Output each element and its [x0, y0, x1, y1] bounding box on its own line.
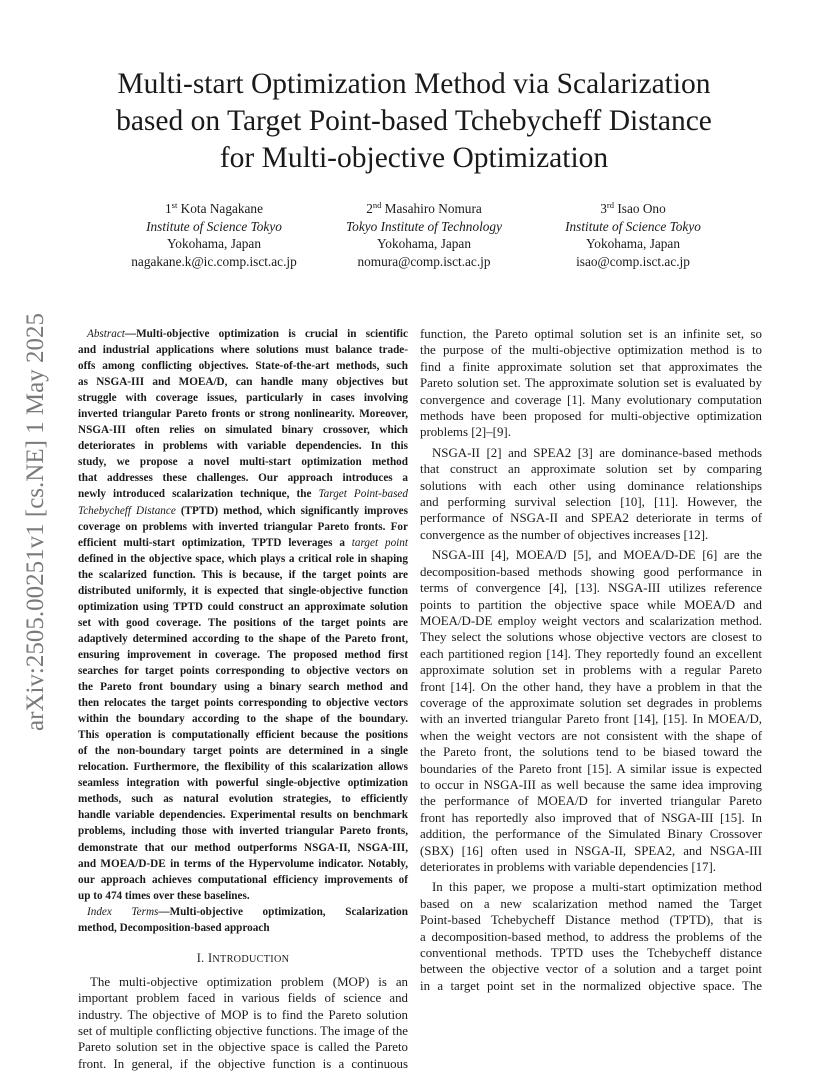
body-line: MOEA/D-DE employ weight vectors and scalarization method.: [420, 613, 762, 628]
title-line: Multi-start Optimization Method via Scalarization: [117, 68, 711, 100]
body-line: Point-based Tchebycheff Distance method (TPTD), that is: [420, 913, 762, 928]
body-line: industry. The objective of MOP is to find the Pareto solution: [78, 1007, 408, 1022]
body-line: and performing survival selection [10], [11]. However, the: [420, 495, 762, 510]
body-line: NSGA-II [2] and SPEA2 [3] are dominance-based methods: [432, 445, 762, 460]
abstract-line: struggle with coverage issues, particularly in cases involving: [78, 392, 408, 405]
abstract-line: efficient multi-start optimization, TPTD leverages a target point: [78, 536, 408, 549]
body-line: between the objective vector of a solution and a target point: [420, 962, 762, 977]
title-line: based on Target Point-based Tchebycheff Distance: [116, 105, 712, 137]
abstract-line: methods, such as natural evolution strategies, to efficiently: [78, 793, 408, 806]
body-line: the performance of MOEA/D for inverted triangular Pareto: [420, 794, 762, 809]
abstract-line: NSGA-III often relies on simulated binary crossover, which: [78, 424, 408, 437]
body-line: front [14]. On the other hand, they have a problem in that the: [420, 679, 762, 694]
abstract-line: within the boundary according to the shape of the boundary.: [78, 713, 408, 726]
abstract-label: Abstract: [87, 328, 125, 340]
author-email: isao@comp.isct.ac.jp: [576, 253, 690, 269]
paragraph: [420, 547, 762, 875]
abstract-line: deteriorates in problems with variable dependencies. In this: [78, 440, 408, 453]
body-line: convergence as the number of objectives increases [12].: [420, 527, 709, 542]
abstract-line: defined in the objective space, which plays a critical role in shaping: [78, 552, 408, 565]
author-location: Yokohama, Japan: [167, 236, 261, 251]
body-line: function, the Pareto optimal solution set is an infinite set, so: [420, 327, 762, 341]
body-line: Pareto solution set. The approximate solution set is evaluated by: [420, 376, 762, 391]
body-line: a decomposition-based method, to address the problems of the: [420, 929, 762, 944]
abstract-line: and MOEA/D-DE in terms of the Hypervolume indicator. Notably,: [78, 857, 408, 870]
abstract-line: set with good coverage. The positions of the target points are: [78, 616, 408, 629]
body-line: problems [2]–[9].: [420, 425, 511, 440]
body-line: methods have been proposed for multi-objective optimization: [420, 409, 762, 424]
body-line: The multi-objective optimization problem (MOP) is an: [90, 974, 408, 989]
paragraph: [420, 445, 762, 543]
abstract-line: our approach achieves computational efficiency improvements of: [78, 873, 408, 886]
abstract-line: relocation. Furthermore, the flexibility of this scalarization allows: [78, 761, 408, 774]
abstract-line: then relocates the target points corresponding to objective vectors: [78, 697, 408, 710]
arxiv-identifier: arXiv:2505.00251v1 [cs.NE] 1 May 2025: [22, 313, 49, 731]
paragraph: [420, 879, 762, 994]
abstract-line: of the non-boundary target points are determined in a single: [78, 745, 408, 758]
body-line: terms of convergence [4], [13]. NSGA-III utilizes reference: [420, 581, 762, 596]
body-line: important problem faced in various fields of science and: [78, 991, 408, 1006]
author-block-2: [304, 200, 544, 270]
body-line: points to partition the objective space while MOEA/D and: [420, 597, 762, 612]
abstract-line: that addresses these challenges. Our approach introduces a: [78, 472, 408, 485]
author-name: 2nd Masahiro Nomura: [366, 200, 482, 216]
body-line: solutions with each other using dominance relationships: [420, 478, 762, 493]
author-location: Yokohama, Japan: [586, 236, 680, 251]
body-line: based on a new scalarization method named the Target: [420, 896, 762, 911]
abstract-line: and industrial applications where solutions must balance trade-: [78, 344, 408, 357]
body-line: boundaries of the Pareto front [15]. A similar issue is expected: [420, 761, 762, 776]
abstract-line: ensuring improvement in coverage. The proposed method first: [78, 648, 408, 661]
body-line: find a finite approximate solution set that approximates the: [420, 359, 762, 374]
abstract-line: study, we propose a novel multi-start optimization method: [78, 456, 408, 469]
body-line: decomposition-based methods showing good performance in: [420, 564, 762, 579]
author-affiliation: Institute of Science Tokyo: [146, 218, 282, 234]
paper-title: [60, 66, 768, 177]
arxiv-side-label: [14, 282, 58, 762]
abstract-line: coverage on problems with inverted triangular Pareto fronts. For: [78, 520, 408, 533]
body-line: the purpose of the multi-objective optimization method is to: [420, 343, 762, 358]
abstract-line: offs among conflicting objectives. State-of-the-art methods, such: [78, 360, 408, 373]
body-line: each partitioned region [14]. They reportedly found an excellent: [420, 646, 762, 661]
abstract-line: searches for target points corresponding to objective vectors on: [78, 664, 408, 677]
abstract-line: seamless integration with powerful single-objective optimization: [78, 777, 408, 790]
abstract: [78, 326, 408, 936]
abstract-line: Abstract—Multi-objective optimization is crucial in scientific: [87, 328, 408, 340]
body-line: performance of NSGA-II and SPEA2 deteriorate in terms of: [420, 511, 762, 526]
body-line: addition, the performance of the Simulated Binary Crossover: [420, 827, 762, 842]
author-block-1: [94, 200, 334, 270]
section-heading-introduction: I. INTRODUCTION: [196, 950, 290, 965]
author-block-3: [513, 200, 753, 270]
author-affiliation: Institute of Science Tokyo: [565, 218, 701, 234]
body-line: (SBX) [16] often used in NSGA-II, SPEA2, and NSGA-III: [420, 843, 762, 858]
body-line: in a target point set in the normalized objective space. The: [420, 978, 762, 993]
abstract-line: problems, including those with inverted triangular Pareto fronts,: [78, 825, 408, 838]
index-terms-line: method, Decomposition-based approach: [78, 921, 270, 934]
index-terms: Index Terms—Multi-objective optimization, Scalarization: [87, 905, 408, 918]
abstract-line: Tchebycheff Distance (TPTD) method, which significantly improves: [78, 504, 408, 517]
left-column: [78, 326, 408, 1072]
abstract-line: optimization using TPTD could construct an approximate solution: [78, 600, 408, 613]
paragraph: [420, 326, 762, 441]
body-line: when the weight vectors are not consistent with the shape of: [420, 728, 762, 743]
abstract-line: inverted triangular Pareto fronts or strong nonlinearity. Moreover,: [78, 408, 408, 421]
title-line: for Multi-objective Optimization: [219, 142, 609, 174]
body-line: approximate solution set in problems with a regular Pareto: [420, 663, 762, 678]
author-location: Yokohama, Japan: [377, 236, 471, 251]
body-line: deteriorates in problems with variable dependencies [17].: [420, 860, 717, 874]
author-email: nagakane.k@ic.comp.isct.ac.jp: [131, 253, 297, 269]
body-line: that construct an approximate solution set by comparing: [420, 462, 762, 477]
body-line: NSGA-III [4], MOEA/D [5], and MOEA/D-DE [6] are the: [432, 548, 762, 563]
abstract-line: newly introduced scalarization technique, the Target Point-based: [78, 488, 408, 501]
abstract-line: adaptively determined according to the shape of the Pareto front,: [78, 632, 408, 645]
body-line: front. In general, if the objective function is a continuous: [78, 1056, 408, 1071]
author-email: nomura@comp.isct.ac.jp: [357, 253, 491, 269]
abstract-line: handle variable dependencies. Experimental results on benchmark: [78, 809, 408, 822]
body-line: the Pareto front, the solutions tend to be biased toward the: [420, 745, 762, 760]
body-line: coverage of the approximate solution set degrades in problems: [420, 695, 762, 710]
abstract-line: the Pareto front boundary using a binary search method and: [78, 681, 408, 694]
body-line: convergence and coverage [1]. Many evolutionary computation: [420, 392, 762, 407]
body-line: set of multiple conflicting objective functions. The image of the: [78, 1024, 408, 1038]
body-line: front has reportedly also improved that of NSGA-III [15]. In: [420, 810, 762, 825]
intro-paragraph: [78, 974, 408, 1072]
body-line: Pareto solution set in the objective space is called the Pareto: [78, 1040, 408, 1055]
abstract-line: up to 474 times over these baselines.: [78, 889, 250, 902]
abstract-line: as NSGA-III and MOEA/D, can handle many objectives but: [78, 376, 408, 389]
body-line: They select the solutions whose objective vectors are closest to: [420, 630, 762, 645]
right-column: [420, 326, 762, 994]
abstract-line: demonstrate that our method outperforms NSGA-II, NSGA-III,: [78, 841, 408, 854]
abstract-line: the scalarized function. This is because, if the target points are: [78, 568, 408, 581]
author-affiliation: Tokyo Institute of Technology: [346, 218, 502, 234]
author-name: 1st Kota Nagakane: [165, 200, 263, 216]
body-line: In this paper, we propose a multi-start optimization method: [432, 880, 762, 895]
body-line: conventional methods. TPTD uses the Tchebycheff distance: [420, 946, 762, 961]
index-terms-label: Index Terms: [87, 905, 159, 918]
abstract-line: This operation is computationally efficient because the positions: [78, 729, 408, 742]
body-line: with an inverted triangular Pareto front [14], [15]. In MOEA/D,: [420, 712, 762, 727]
author-name: 3rd Isao Ono: [600, 200, 666, 216]
body-line: to occur in NSGA-III as well because the same idea improving: [420, 777, 762, 792]
abstract-line: distributed uniformly, it is expected that single-objective function: [78, 584, 408, 597]
